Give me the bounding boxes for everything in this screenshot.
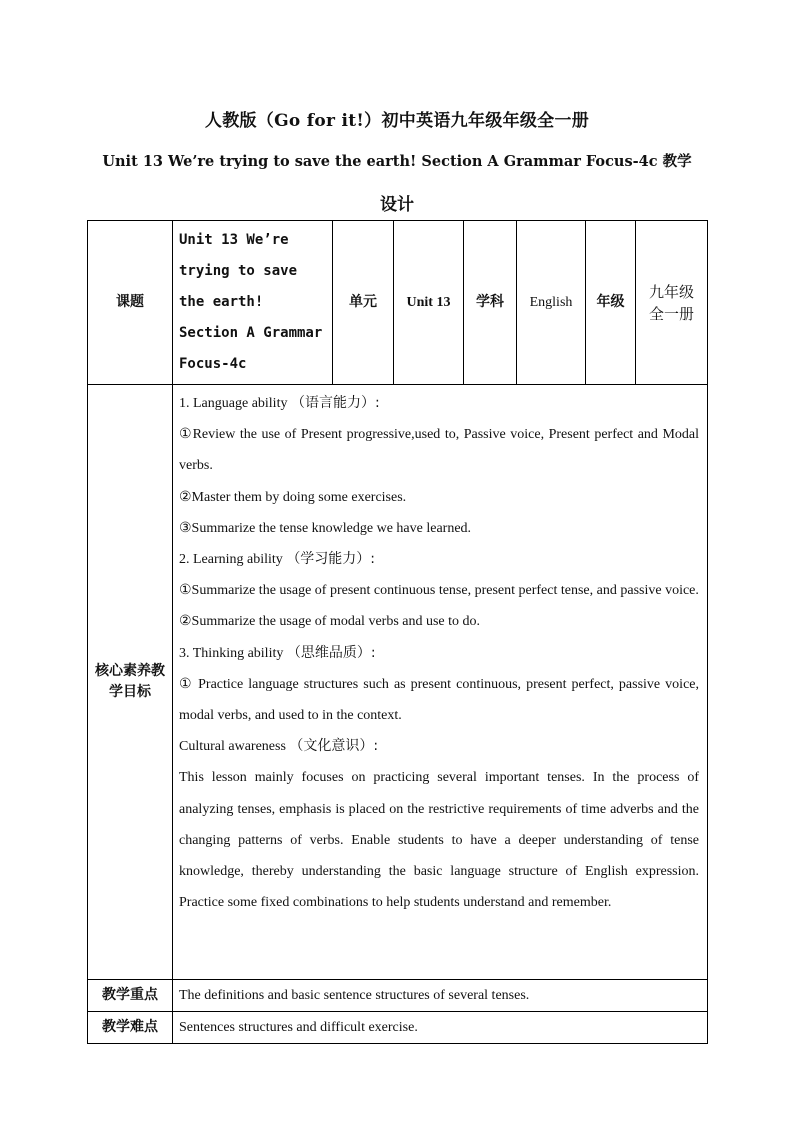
unit-value: Unit 13 bbox=[394, 221, 464, 385]
key-points-label: 教学重点 bbox=[88, 980, 173, 1012]
goal-line: ②Summarize the usage of modal verbs and use to do. bbox=[179, 614, 481, 630]
document-subtitle: Unit 13 We’re trying to save the earth! Section A Grammar Focus-4c 教学 bbox=[102, 153, 692, 170]
goals-content bbox=[173, 385, 708, 980]
goals-row bbox=[88, 385, 708, 980]
unit-label: 单元 bbox=[333, 221, 394, 385]
document-subtitle-continued: 设计 bbox=[380, 195, 414, 215]
grade-value-text: 九年级全一册 bbox=[648, 282, 694, 323]
goal-line: ① Practice language structures such as present continuous, present perfect, passive voice, modal verbs, and used to in the context. bbox=[179, 676, 699, 724]
key-points-value: The definitions and basic sentence structures of several tenses. bbox=[173, 980, 708, 1012]
topic-label: 课题 bbox=[88, 221, 173, 385]
document-title: 人教版（Go for it!）初中英语九年级年级全一册 bbox=[204, 111, 590, 131]
difficult-points-row bbox=[88, 1012, 708, 1044]
header-row bbox=[88, 221, 708, 385]
grade-label: 年级 bbox=[586, 221, 636, 385]
goal-line: 1. Language ability （语言能力）: bbox=[179, 395, 380, 411]
goal-line: Cultural awareness （文化意识）: bbox=[179, 738, 379, 755]
key-points-row bbox=[88, 980, 708, 1012]
goals-label bbox=[88, 385, 173, 980]
subject-value: English bbox=[517, 221, 586, 385]
goal-line: This lesson mainly focuses on practicing several important tenses. In the process of analyzing tenses, emphasis is placed on the restrictive requirements of time adverbs and the changing patterns of verbs. Enable students to have a deeper understanding of tense knowledge, thereby understanding the basic language structure of English expression. Practice some fixed combinations to help students understand and remember. bbox=[179, 770, 699, 911]
difficult-points-label: 教学难点 bbox=[88, 1012, 173, 1044]
goal-line: 3. Thinking ability （思维品质）: bbox=[179, 644, 376, 661]
goal-line: ①Review the use of Present progressive,used to, Passive voice, Present perfect and Modal verbs. bbox=[179, 427, 699, 474]
goal-line: ③Summarize the tense knowledge we have learned. bbox=[179, 520, 472, 536]
lesson-plan-table bbox=[87, 220, 708, 1044]
goal-line: ①Summarize the usage of present continuous tense, present perfect tense, and passive voice. bbox=[179, 583, 699, 599]
goal-line: 2. Learning ability （学习能力）: bbox=[179, 551, 376, 568]
grade-value bbox=[636, 221, 708, 385]
topic-value: Unit 13 We’re trying to save the earth! Section A Grammar Focus-4c bbox=[173, 221, 333, 385]
difficult-points-value: Sentences structures and difficult exercise. bbox=[173, 1012, 708, 1044]
goal-line: ②Master them by doing some exercises. bbox=[179, 489, 407, 505]
subject-label: 学科 bbox=[464, 221, 517, 385]
goals-label-text: 核心素养教学目标 bbox=[95, 663, 165, 700]
